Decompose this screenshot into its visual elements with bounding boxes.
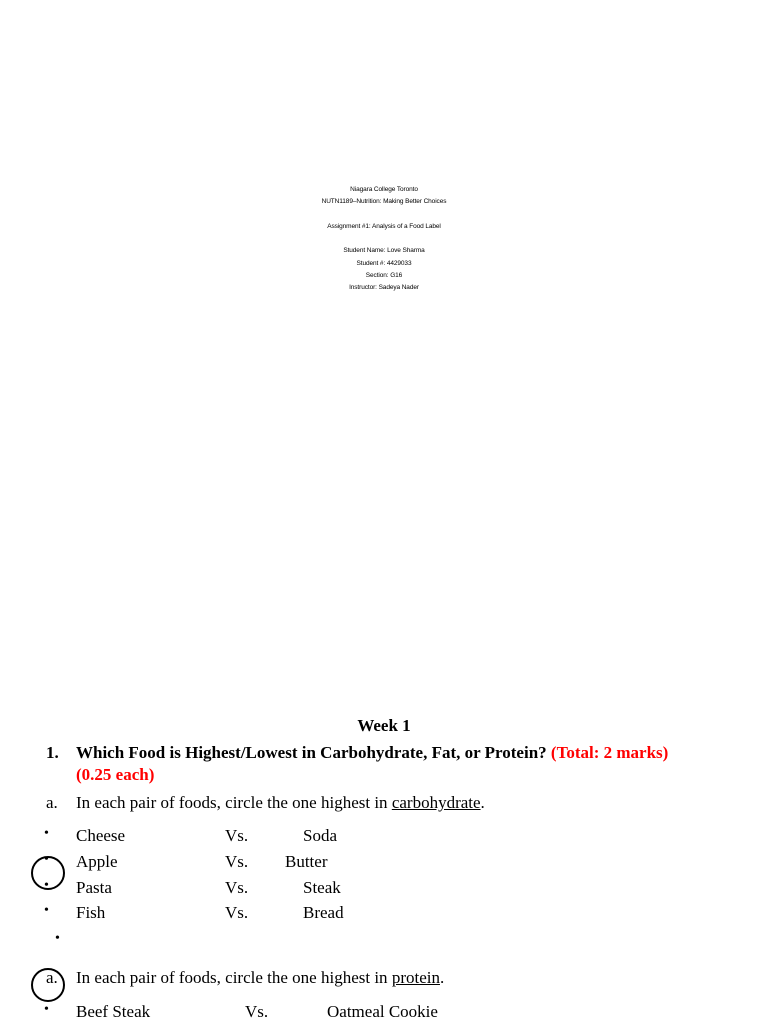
versus-label: Vs.: [225, 903, 249, 922]
instruction-prefix: In each pair of foods, circle the one highest in: [76, 793, 392, 812]
food-option-a[interactable]: Pasta: [76, 878, 112, 897]
versus-label: Vs.: [225, 826, 249, 845]
food-option-b[interactable]: Steak: [303, 878, 341, 897]
nutrient-carbohydrate: carbohydrate: [391, 793, 481, 812]
versus-label: Vs.: [245, 1002, 269, 1021]
marks-each: (0.25 each): [76, 765, 155, 784]
versus-label: Vs.: [225, 852, 249, 871]
assignment-title: Assignment #1: Analysis of a Food Label: [327, 222, 441, 230]
food-option-a[interactable]: Beef Steak: [76, 1002, 151, 1021]
bullet-icon: •: [44, 1002, 49, 1017]
circle-mark-icon: [31, 856, 65, 890]
food-option-a[interactable]: Apple: [76, 852, 118, 871]
question-text-wrapper: [76, 742, 736, 786]
part-instruction: [76, 793, 485, 813]
section: Section: G16: [365, 272, 403, 280]
bullet-icon: •: [44, 826, 49, 841]
title-page-block: [0, 184, 768, 295]
food-option-b[interactable]: Oatmeal Cookie: [327, 1002, 438, 1021]
food-pair-row: [0, 1001, 768, 1025]
food-option-a[interactable]: Fish: [76, 903, 106, 922]
question-text: Which Food is Highest/Lowest in Carbohydrate, Fat, or Protein?: [76, 743, 551, 762]
food-option-b[interactable]: Bread: [303, 903, 344, 922]
food-option-b[interactable]: Soda: [303, 826, 337, 845]
question-number: 1.: [46, 743, 59, 762]
week-heading: Week 1: [357, 716, 411, 735]
part-instruction: [76, 968, 444, 988]
food-pair-row: [0, 825, 768, 849]
food-pair-row: [0, 877, 768, 901]
food-pair-row: [0, 902, 768, 926]
part-label: a.: [46, 968, 58, 987]
student-number: Student #: 4429033: [356, 259, 412, 267]
instruction-suffix: .: [439, 968, 445, 987]
marks-total: (Total: 2 marks): [550, 743, 669, 762]
part-label: a.: [46, 793, 58, 812]
nutrient-protein: protein: [391, 968, 440, 987]
food-pair-row: [0, 851, 768, 875]
course-name: NUTN1189–Nutrition: Making Better Choices: [321, 198, 447, 206]
empty-bullet-icon: •: [55, 931, 60, 946]
bullet-icon: •: [44, 878, 49, 893]
food-option-a[interactable]: Cheese: [76, 826, 126, 845]
instruction-suffix: .: [480, 793, 485, 812]
instruction-prefix: In each pair of foods, circle the one highest in: [76, 968, 392, 987]
college-name: Niagara College Toronto: [350, 186, 418, 193]
food-option-b[interactable]: Butter: [285, 852, 328, 871]
instructor: Instructor: Sadeya Nader: [349, 284, 419, 292]
versus-label: Vs.: [225, 878, 249, 897]
bullet-icon: •: [44, 852, 49, 867]
spacer-line: [0, 233, 768, 245]
bullet-icon: •: [44, 903, 49, 918]
spacer-line: [0, 209, 768, 221]
student-name: Student Name: Love Sharma: [343, 247, 425, 255]
